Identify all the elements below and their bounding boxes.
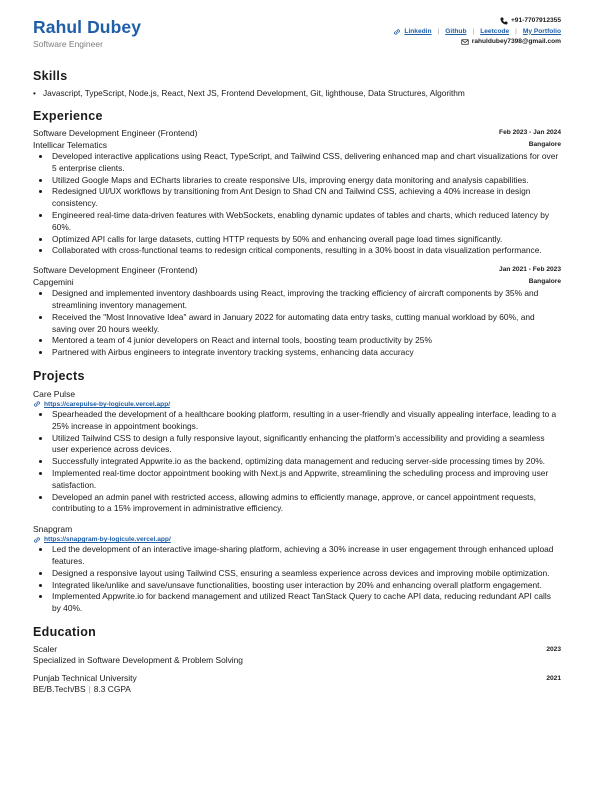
list-item: • Developed an admin panel with restricted access, allowing admins to efficiently manage, approve, or cancel appointment requests, contributing to a 15% improvement in administrative efficiency. bbox=[51, 492, 561, 516]
job-location: Bangalore bbox=[528, 141, 561, 148]
project-link-row bbox=[33, 535, 561, 544]
degree: BE/B.Tech/BS bbox=[33, 684, 86, 695]
list-item: • Collaborated with cross-functional teams to redesign critical components, resulting in a 30% boost in data visualization performance. bbox=[51, 245, 561, 257]
experience-section bbox=[33, 108, 561, 359]
resume-page bbox=[33, 16, 561, 696]
project-url[interactable]: https://carepulse-by-logicule.vercel.app/ bbox=[44, 400, 171, 408]
job-dates: Jan 2021 - Feb 2023 bbox=[499, 266, 561, 274]
link-separator: | bbox=[515, 27, 517, 35]
portfolio-link[interactable]: My Portfolio bbox=[522, 27, 561, 35]
education-detail: Specialized in Software Development & Problem Solving bbox=[33, 655, 243, 666]
skills-section bbox=[33, 68, 561, 99]
linkedin-link[interactable]: Linkedin bbox=[404, 27, 432, 35]
list-item: • Engineered real-time data-driven features with WebSockets, enabling dynamic updates of tables and charts, which reduced latency by 60%. bbox=[51, 210, 561, 234]
candidate-role: Software Engineer bbox=[33, 39, 103, 49]
education-header bbox=[33, 644, 561, 656]
job-location: Bangalore bbox=[528, 278, 561, 286]
links-row bbox=[393, 27, 561, 38]
school-name: Scaler bbox=[33, 643, 58, 654]
education-entry bbox=[33, 644, 561, 667]
project-bullets bbox=[33, 409, 561, 515]
project-name: Care Pulse bbox=[33, 388, 76, 399]
grade: 8.3 CGPA bbox=[93, 684, 131, 695]
education-heading: Education bbox=[33, 624, 97, 639]
list-item: • Developed interactive applications using React, TypeScript, and Tailwind CSS, delivering enhanced map and chart visualizations for over 5 enterprise clients. bbox=[51, 151, 561, 175]
project-entry bbox=[33, 388, 561, 515]
job-company: Capgemini bbox=[33, 277, 74, 288]
education-year: 2023 bbox=[546, 645, 561, 653]
list-item: • Integrated like/unlike and save/unsave functionalities, boosting user interaction by 20% and enhancing overall platform engagement. bbox=[51, 580, 561, 592]
job-title: Software Development Engineer (Frontend) bbox=[33, 128, 198, 138]
education-year: 2021 bbox=[546, 674, 561, 682]
projects-heading: Projects bbox=[33, 368, 85, 383]
envelope-icon bbox=[461, 38, 469, 46]
job-entry bbox=[33, 127, 561, 257]
email-row bbox=[393, 37, 561, 48]
education-header bbox=[33, 673, 561, 685]
list-item: • Utilized Google Maps and ECharts libraries to create responsive UIs, improving energy data monitoring and analysis capabilities. bbox=[51, 175, 561, 187]
leetcode-link[interactable]: Leetcode bbox=[480, 27, 510, 35]
link-icon bbox=[393, 28, 401, 36]
link-icon bbox=[33, 400, 41, 408]
github-link[interactable]: Github bbox=[445, 27, 467, 35]
job-title: Software Development Engineer (Frontend) bbox=[33, 265, 198, 276]
list-item: • Implemented real-time doctor appointment booking with Next.js and Appwrite, streamlining the scheduling process and improving user satisfaction. bbox=[51, 468, 561, 492]
detail-separator: | bbox=[88, 684, 91, 695]
education-detail bbox=[33, 684, 561, 696]
phone-row bbox=[393, 16, 561, 27]
project-name: Snapgram bbox=[33, 524, 73, 535]
phone-icon bbox=[500, 17, 508, 25]
list-item: • Designed a responsive layout using Tailwind CSS, ensuring a seamless experience across devices and improving mobile optimization. bbox=[51, 568, 561, 580]
project-link-row bbox=[33, 400, 561, 409]
contact-block bbox=[393, 16, 561, 48]
job-header bbox=[33, 264, 561, 276]
project-url[interactable]: https://snapgram-by-logicule.vercel.app/ bbox=[44, 536, 171, 544]
list-item: • Received the "Most Innovative Idea" award in January 2022 for automating data entry tasks, cutting manual workload by 60%, and saving over 20 hours weekly. bbox=[51, 312, 561, 336]
skills-heading: Skills bbox=[33, 69, 68, 83]
job-bullets bbox=[33, 288, 561, 359]
project-bullets bbox=[33, 544, 561, 615]
school-name: Punjab Technical University bbox=[33, 672, 137, 683]
skills-list bbox=[33, 88, 561, 99]
job-company: Intellicar Telematics bbox=[33, 140, 108, 150]
email-address[interactable]: rahuldubey7398@gmail.com bbox=[471, 38, 561, 45]
education-entry bbox=[33, 673, 561, 696]
job-header bbox=[33, 127, 561, 139]
list-item: • Implemented Appwrite.io for backend management and utilized React TanStack Query to cache API data, reducing redundant API calls by 40%. bbox=[51, 591, 561, 615]
skills-item: • Javascript, TypeScript, Node.js, React, Next JS, Frontend Development, Git, lighthouse, Data Structures, Algorithm bbox=[33, 88, 561, 99]
job-company-row bbox=[33, 139, 561, 151]
list-item: • Spearheaded the development of a healthcare booking platform, resulting in a user-friendly and visually appealing interface, leading to a 25% increase in appointment bookings. bbox=[51, 409, 561, 433]
link-separator: | bbox=[437, 27, 440, 35]
job-entry bbox=[33, 264, 561, 359]
projects-section bbox=[33, 368, 561, 615]
job-bullets bbox=[33, 151, 561, 257]
list-item: • Mentored a team of 4 junior developers on React and internal tools, boosting team productivity by 25% bbox=[51, 335, 561, 347]
list-item: • Optimized API calls for large datasets, cutting HTTP requests by 50% and enhancing overall page load times significantly. bbox=[51, 234, 561, 246]
link-separator: | bbox=[472, 27, 475, 35]
experience-heading: Experience bbox=[33, 109, 103, 123]
list-item: • Redesigned UI/UX workflows by transitioning from Ant Design to Shad CN and Tailwind CSS, achieving a 40% increase in design consistency. bbox=[51, 186, 561, 210]
candidate-name: Rahul Dubey bbox=[33, 17, 142, 37]
list-item: • Designed and implemented inventory dashboards using React, improving the tracking efficiency of aircraft components by 35% and streamlining inventory management. bbox=[51, 288, 561, 312]
list-item: • Partnered with Airbus engineers to integrate inventory tracking systems, enhancing data accuracy bbox=[51, 347, 561, 359]
phone-number: +91-7707912355 bbox=[510, 17, 561, 24]
link-icon bbox=[33, 536, 41, 544]
job-company-row bbox=[33, 276, 561, 288]
resume-header bbox=[33, 16, 561, 58]
list-item: • Utilized Tailwind CSS to design a fully responsive layout, significantly enhancing the platform's accessibility and providing a seamless user experience across devices. bbox=[51, 433, 561, 457]
education-section bbox=[33, 624, 561, 696]
list-item: • Led the development of an interactive image-sharing platform, achieving a 30% increase in user engagement through enhanced upload features. bbox=[51, 544, 561, 568]
project-entry bbox=[33, 523, 561, 615]
job-dates: Feb 2023 - Jan 2024 bbox=[499, 129, 561, 136]
list-item: • Successfully integrated Appwrite.io as the backend, optimizing data management and reducing server-side processing times by 20%. bbox=[51, 456, 561, 468]
